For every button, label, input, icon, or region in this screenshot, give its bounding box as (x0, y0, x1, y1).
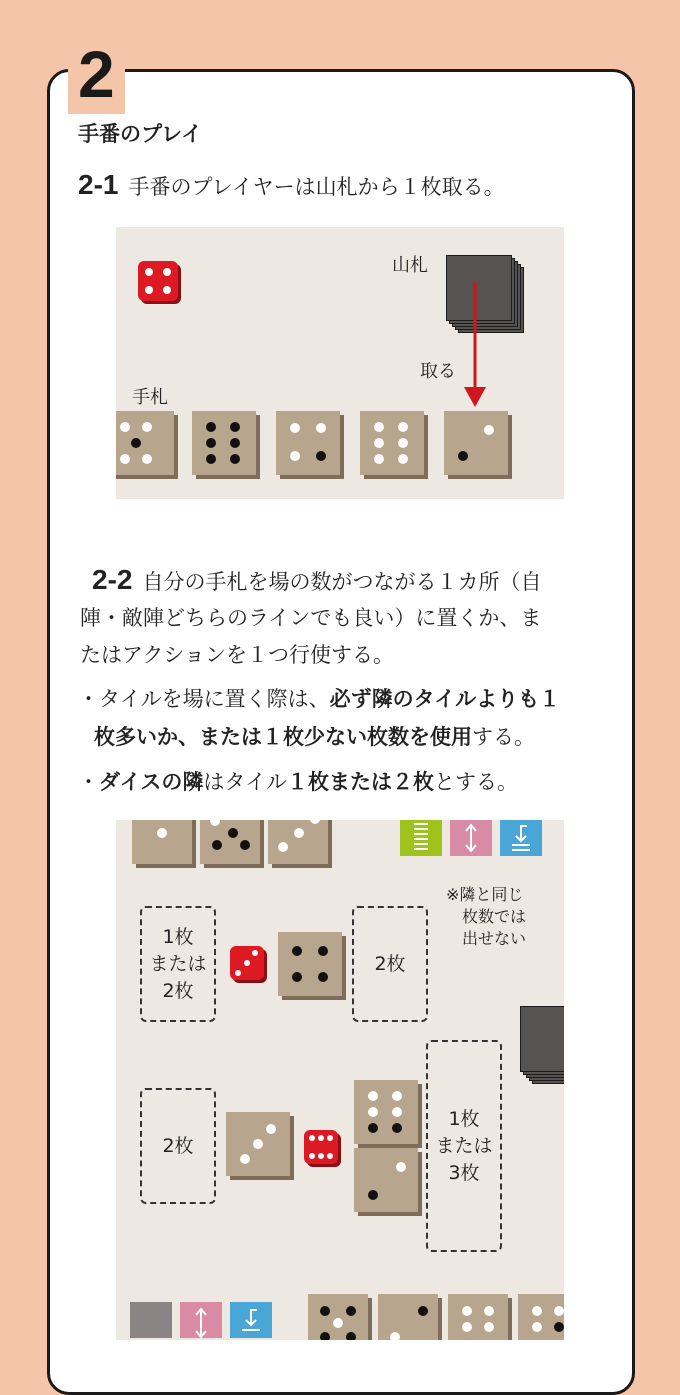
board-tile (268, 820, 328, 864)
action-card-blue (230, 1302, 272, 1338)
action-card-gray (130, 1302, 172, 1338)
board-tile (354, 1148, 418, 1212)
placement-slot: 2枚 (352, 906, 428, 1022)
substep-2-2 (92, 561, 612, 601)
substep-number: 2-1 (78, 169, 119, 200)
red-die (230, 946, 264, 980)
section-title: 手番のプレイ (78, 122, 203, 146)
deck-label: 山札 (392, 255, 428, 276)
figure-placement (116, 820, 564, 1340)
hand-tile (192, 411, 256, 475)
placement-slot: 1枚 または 2枚 (140, 906, 216, 1022)
board-tile (448, 1294, 508, 1340)
board-tile (200, 820, 260, 864)
board-tile (278, 932, 342, 996)
action-card-pink (450, 820, 492, 856)
substep-number: 2-2 (92, 564, 133, 595)
substep-2-1 (78, 166, 505, 206)
hand-tile (360, 411, 424, 475)
hand-tile (116, 411, 174, 475)
action-card-green (400, 820, 442, 856)
action-card-pink (180, 1302, 222, 1338)
rule-note: ※隣と同じ 枚数では 出せない (446, 885, 527, 948)
rule-bullet-2: ・ダイスの隣はタイル１枚または２枚とする。 (78, 770, 518, 794)
substep-text-line1: 自分の手札を場の数がつながる１カ所（自 (142, 570, 542, 594)
substep-text-line3: たはアクションを１つ行使する。 (80, 643, 394, 667)
board-tile (378, 1294, 438, 1340)
step-number: 2 (68, 34, 125, 114)
placement-slot: 2枚 (140, 1088, 216, 1204)
drawn-tile (444, 411, 508, 475)
hand-tile (276, 411, 340, 475)
board-tile (132, 820, 192, 864)
substep-text-line2: 陣・敵陣どちらのラインでも良い）に置くか、ま (80, 606, 542, 630)
rule-bullet-1: ・タイルを場に置く際は、必ず隣のタイルよりも１ 枚多いか、または１枚少ない枚数を使用する。 (78, 687, 561, 749)
draw-label: 取る (420, 361, 456, 382)
red-die (304, 1130, 338, 1164)
board-tile (518, 1294, 564, 1340)
hand-label: 手札 (132, 387, 168, 408)
placement-slot: 1枚 または 3枚 (426, 1040, 502, 1252)
action-card-blue (500, 820, 542, 856)
figure-draw (116, 227, 564, 499)
board-tile (354, 1080, 418, 1144)
substep-text: 手番のプレイヤーは山札から１枚取る。 (128, 175, 505, 199)
board-tile (308, 1294, 368, 1340)
board-tile (226, 1112, 290, 1176)
